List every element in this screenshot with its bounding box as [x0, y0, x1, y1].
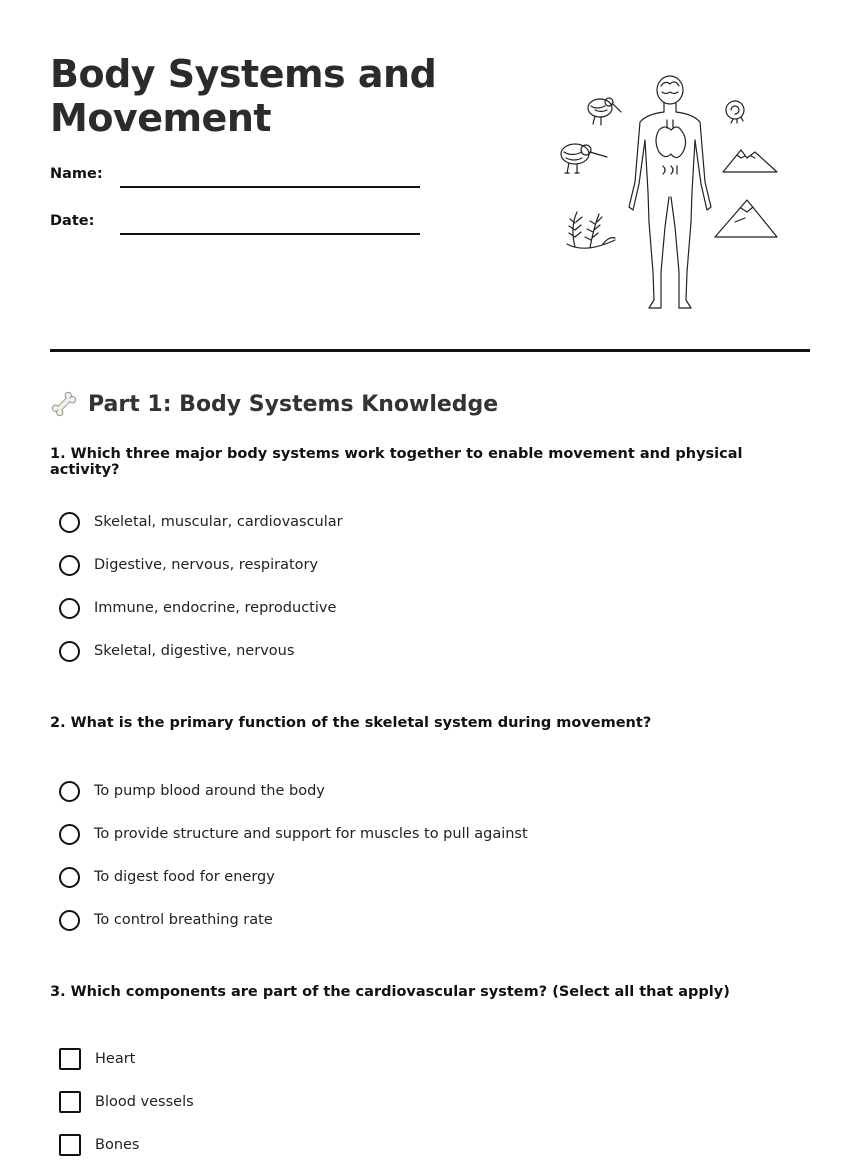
kiwi-bird-icon: [561, 144, 607, 173]
q2-option-1[interactable]: [59, 778, 325, 804]
option-label: Skeletal, digestive, nervous: [94, 643, 295, 659]
section-heading: [50, 388, 498, 420]
date-label: Date:: [50, 213, 95, 229]
checkbox[interactable]: [59, 1091, 81, 1113]
kiwi-bird-icon: [588, 98, 621, 125]
name-label: Name:: [50, 166, 103, 182]
worksheet-title: Body Systems and Movement: [50, 52, 437, 140]
radio-button[interactable]: [59, 824, 80, 845]
checkbox[interactable]: [59, 1048, 81, 1070]
q3-option-1[interactable]: [59, 1046, 135, 1072]
ammonite-icon: [726, 101, 744, 123]
option-label: To digest food for energy: [94, 869, 275, 885]
option-label: Digestive, nervous, respiratory: [94, 557, 319, 573]
q1-option-3[interactable]: [59, 595, 336, 621]
fern-icon: [567, 212, 615, 248]
option-label: To provide structure and support for muscles to pull against: [94, 826, 528, 842]
q1-option-1[interactable]: [59, 509, 343, 535]
q2-option-2[interactable]: [59, 821, 528, 847]
radio-button[interactable]: [59, 641, 80, 662]
radio-button[interactable]: [59, 512, 80, 533]
question-2-text: 2. What is the primary function of the skeletal system during movement?: [50, 715, 652, 731]
section-title: Part 1: Body Systems Knowledge: [88, 391, 499, 417]
radio-button[interactable]: [59, 867, 80, 888]
radio-button[interactable]: [59, 781, 80, 802]
q1-option-4[interactable]: [59, 638, 294, 664]
option-label: To pump blood around the body: [94, 783, 325, 799]
q2-option-3[interactable]: [59, 864, 275, 890]
q2-option-4[interactable]: [59, 907, 273, 933]
radio-button[interactable]: [59, 598, 80, 619]
checkbox[interactable]: [59, 1134, 81, 1156]
option-label: Bones: [95, 1137, 140, 1153]
radio-button[interactable]: [59, 910, 80, 931]
header-divider: [50, 349, 810, 352]
option-label: Blood vessels: [95, 1094, 194, 1110]
body-illustration: [555, 72, 785, 317]
q3-option-2[interactable]: [59, 1089, 194, 1115]
human-body-icon: [629, 76, 711, 308]
mountain-icon: [723, 150, 777, 172]
option-label: Skeletal, muscular, cardiovascular: [94, 514, 343, 530]
mountain-icon: [715, 200, 777, 237]
option-label: Heart: [95, 1051, 136, 1067]
date-field[interactable]: [120, 233, 420, 235]
radio-button[interactable]: [59, 555, 80, 576]
question-3-text: 3. Which components are part of the cardiovascular system? (Select all that apply): [50, 984, 730, 1000]
option-label: Immune, endocrine, reproductive: [94, 600, 337, 616]
name-field[interactable]: [120, 186, 420, 188]
q1-option-2[interactable]: [59, 552, 318, 578]
bone-icon: [50, 390, 78, 418]
option-label: To control breathing rate: [94, 912, 273, 928]
question-1-text: 1. Which three major body systems work together to enable movement and physical activity?: [50, 446, 743, 478]
q3-option-3[interactable]: [59, 1132, 139, 1158]
